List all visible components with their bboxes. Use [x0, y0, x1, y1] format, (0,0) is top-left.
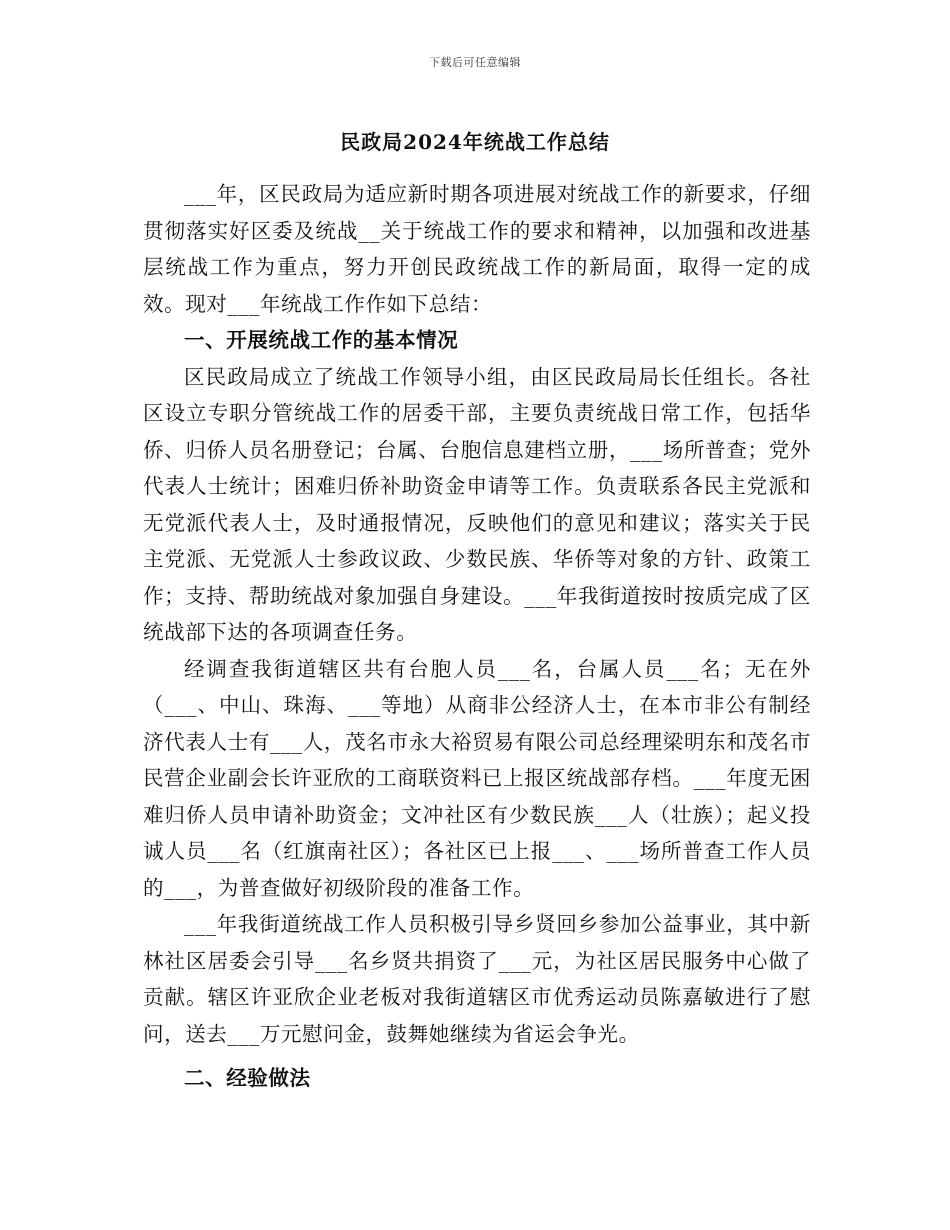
- section-heading-experience: 二、经验做法: [184, 1066, 311, 1090]
- body-paragraph: 区民政局成立了统战工作领导小组，由区民政局局长任组长。各社区设立专职分管统战工作的居委干部，主要负责统战日常工作，包括华侨、归侨人员名册登记；台属、台胞信息建档立册，___场所普查；党外代表人士统计；困难归侨补助资金申请等工作。负责联系各民主党派和无党派代表人士，及时通报情况，反映他们的意见和建议；落实关于民主党派、无党派人士参政议政、少数民族、华侨等对象的方针、政策工作；支持、帮助统战对象加强自身建设。___年我街道按时按质完成了区统战部下达的各项调查任务。: [143, 364, 811, 644]
- section-heading-basic-situation: 一、开展统战工作的基本情况: [184, 328, 459, 352]
- header-note: 下载后可任意编辑: [429, 56, 521, 69]
- document-title: 民政局2024年统战工作总结: [340, 130, 610, 154]
- body-paragraph: ___年我街道统战工作人员积极引导乡贤回乡参加公益事业，其中新林社区居委会引导___名乡贤共捐资了___元，为社区居民服务中心做了贡献。辖区许亚欣企业老板对我街道辖区市优秀运动员陈嘉敏进行了慰问，送去___万元慰问金，鼓舞她继续为省运会争光。: [143, 912, 811, 1046]
- intro-paragraph: ___年，区民政局为适应新时期各项进展对统战工作的新要求，仔细贯彻落实好区委及统战__关于统战工作的要求和精神，以加强和改进基层统战工作为重点，努力开创民政统战工作的新局面，取得一定的成效。现对___年统战工作作如下总结：: [143, 182, 811, 316]
- body-paragraph: 经调查我街道辖区共有台胞人员___名，台属人员___名；无在外（___、中山、珠海、___等地）从商非公经济人士，在本市非公有制经济代表人士有___人，茂名市永大裕贸易有限公司总经理梁明东和茂名市民营企业副会长许亚欣的工商联资料已上报区统战部存档。___年度无困难归侨人员申请补助资金；文冲社区有少数民族___人（壮族）；起义投诚人员___名（红旗南社区）；各社区已上报___、___场所普查工作人员的___，为普查做好初级阶段的准备工作。: [143, 656, 811, 900]
- document-body: [143, 176, 811, 1097]
